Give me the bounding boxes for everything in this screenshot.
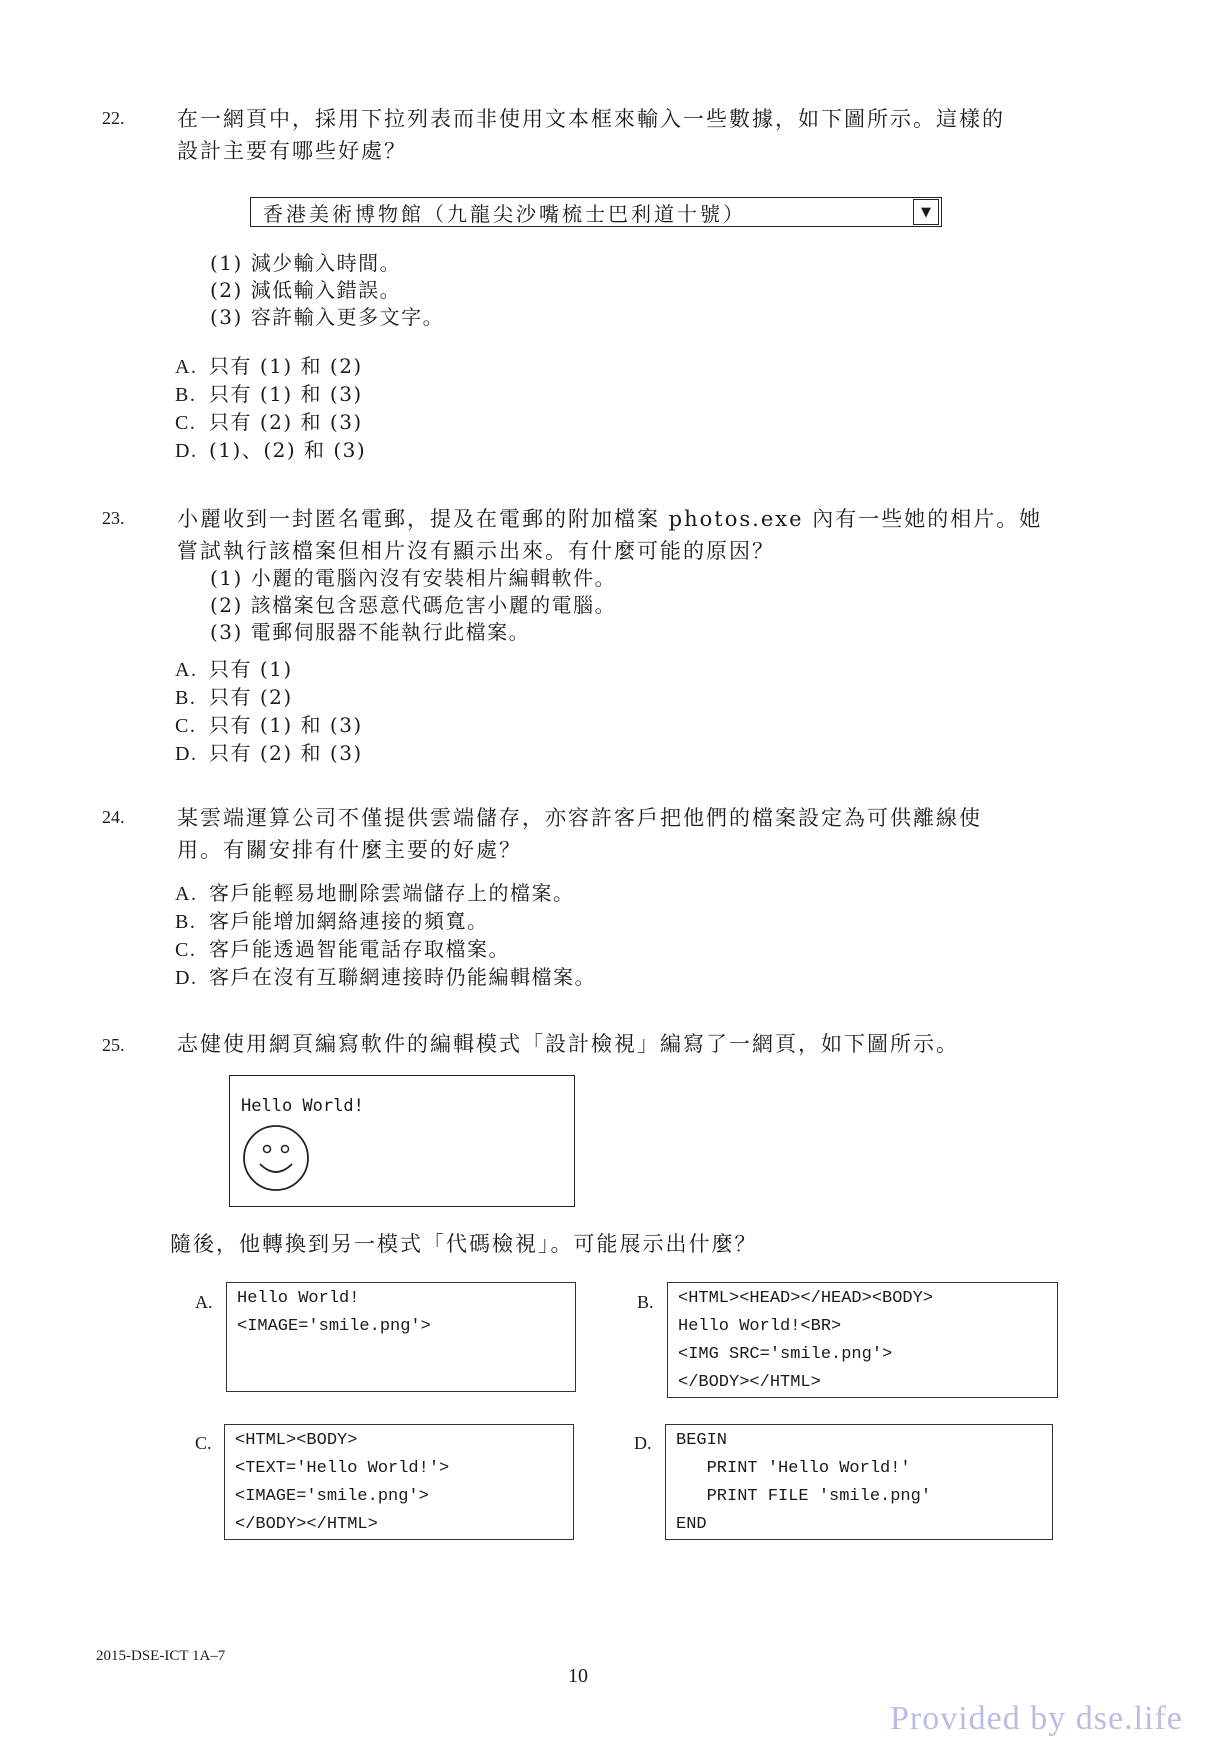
stem-line: 設計主要有哪些好處？ [177,139,407,163]
dropdown-selected-value: 香港美術博物館（九龍尖沙嘴梳士巴利道十號） [263,201,746,226]
question-number: 25. [102,1035,125,1055]
option-a: A. 只有 (1) 和 (2) [175,354,363,378]
question-stem [177,802,1082,866]
question-stem [177,503,1082,567]
code-line: </BODY></HTML> [235,1515,378,1534]
code-line: <IMG SRC='smile.png'> [678,1345,893,1364]
option-d: D. (1)、(2) 和 (3) [175,438,367,462]
option-c: C. 只有 (1) 和 (3) [175,713,363,737]
venue-dropdown[interactable] [250,197,942,227]
option-list [175,880,596,992]
watermark: Provided by dse.life [890,1700,1183,1737]
stem-line: 小麗收到一封匿名電郵，提及在電郵的附加檔案 photos.exe 內有一些她的相片。她 [177,507,1043,531]
statement-list [210,250,444,331]
question-stem [177,103,1082,167]
code-line: <IMAGE='smile.png'> [235,1487,429,1506]
stem-line: 某雲端運算公司不僅提供雲端儲存，亦容許客戶把他們的檔案設定為可供離線使 [177,806,982,830]
code-option-c [224,1424,574,1540]
statement: (3) 容許輸入更多文字。 [210,305,445,329]
paper-code: 2015-DSE-ICT 1A–7 [96,1648,226,1664]
code-line: Hello World!<BR> [678,1317,842,1336]
code-option-a [226,1282,576,1392]
statement-list [210,565,616,646]
statement: (3) 電郵伺服器不能執行此檔案。 [210,620,531,644]
page-number: 10 [568,1665,588,1687]
stem-line: 用。有關安排有什麼主要的好處？ [177,838,522,862]
option-a: A. 只有 (1) [175,657,293,681]
option-d: D. 客戶在沒有互聯網連接時仍能編輯檔案。 [175,965,596,989]
design-hello-text: Hello World! [241,1096,364,1116]
code-option-label: C. [195,1433,212,1453]
question-stem [177,1028,1082,1060]
follow-up-question: 隨後，他轉換到另一模式「代碼檢視」。可能展示出什麼？ [170,1232,758,1256]
code-line: Hello World! [237,1289,360,1308]
stem-line: 嘗試執行該檔案但相片沒有顯示出來。有什麼可能的原因？ [177,539,775,563]
code-line: END [676,1515,707,1534]
code-line: <HTML><HEAD></HEAD><BODY> [678,1289,934,1308]
code-line: <HTML><BODY> [235,1431,358,1450]
smiley-face-icon [242,1124,310,1192]
code-line: </BODY></HTML> [678,1373,821,1392]
option-c: C. 客戶能透過智能電話存取檔案。 [175,937,510,961]
option-b: B. 只有 (1) 和 (3) [175,382,363,406]
code-option-label: A. [195,1292,213,1312]
code-line: PRINT 'Hello World!' [676,1459,911,1478]
code-option-label: D. [634,1433,652,1453]
option-a: A. 客戶能輕易地刪除雲端儲存上的檔案。 [175,881,575,905]
design-view-preview [229,1075,575,1207]
code-line: <IMAGE='smile.png'> [237,1317,431,1336]
stem-line: 志健使用網頁編寫軟件的編輯模式「設計檢視」編寫了一網頁，如下圖所示。 [177,1032,959,1056]
question-number: 22. [102,108,125,128]
code-line: PRINT FILE 'smile.png' [676,1487,932,1506]
question-number: 23. [102,508,125,528]
code-option-d [665,1424,1053,1540]
option-b: B. 客戶能增加網絡連接的頻寬。 [175,909,489,933]
statement: (1) 減少輸入時間。 [210,251,402,275]
code-line: <TEXT='Hello World!'> [235,1459,450,1478]
option-d: D. 只有 (2) 和 (3) [175,741,363,765]
code-option-label: B. [637,1292,654,1312]
statement: (2) 減低輸入錯誤。 [210,278,402,302]
stem-line: 在一網頁中，採用下拉列表而非使用文本框來輸入一些數據，如下圖所示。這樣的 [177,107,1005,131]
option-b: B. 只有 (2) [175,685,293,709]
statement: (1) 小麗的電腦內沒有安裝相片編輯軟件。 [210,566,617,590]
code-option-b [667,1282,1058,1398]
code-line: BEGIN [676,1431,728,1450]
option-c: C. 只有 (2) 和 (3) [175,410,363,434]
option-list [175,656,363,768]
statement: (2) 該檔案包含惡意代碼危害小麗的電腦。 [210,593,617,617]
dropdown-arrow-icon[interactable]: ▼ [913,199,939,225]
question-number: 24. [102,807,125,827]
option-list [175,353,366,465]
